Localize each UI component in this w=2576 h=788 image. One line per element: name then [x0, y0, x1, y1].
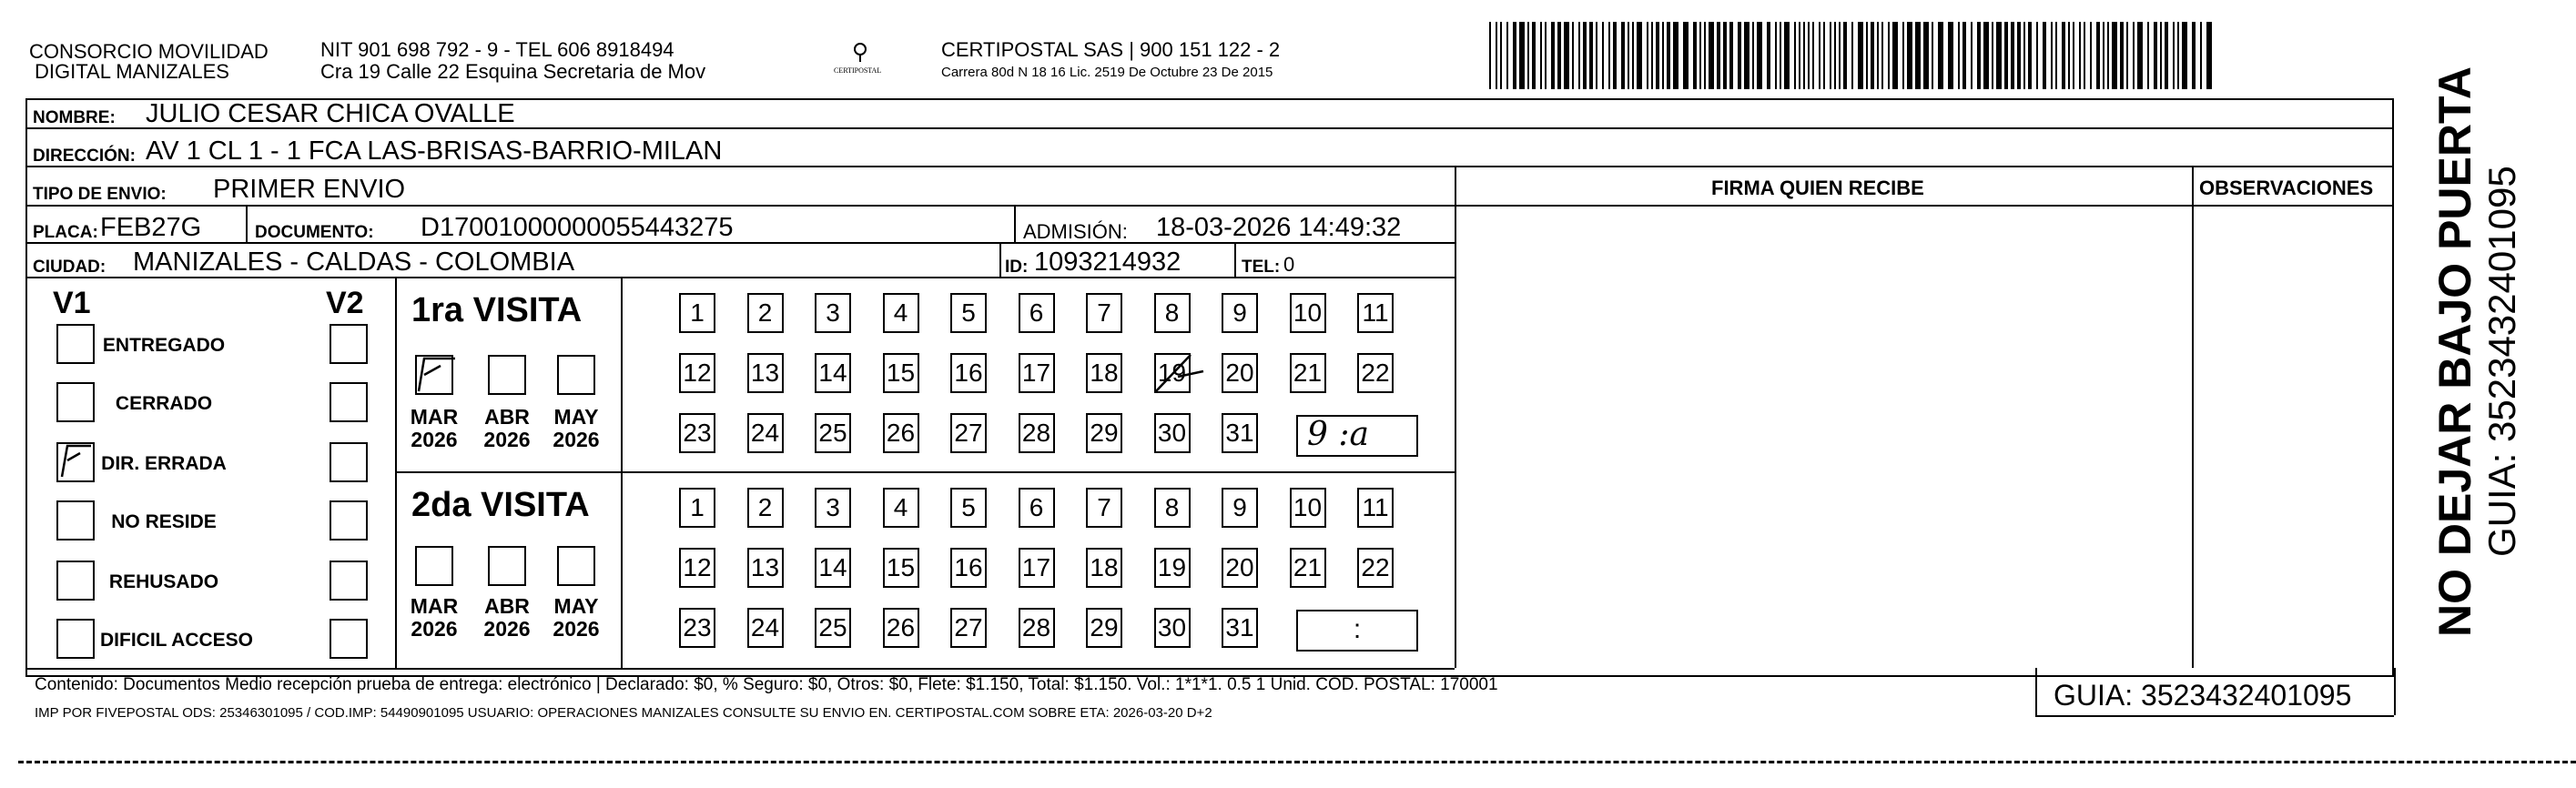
barcode-bar [1767, 22, 1770, 89]
barcode-bar [1932, 22, 1933, 89]
certipostal-name: CERTIPOSTAL SAS | 900 151 122 - 2 [941, 38, 1281, 61]
second-visit-title: 2da VISITA [411, 486, 590, 524]
second-visit-month-name-2: MAY [553, 594, 599, 618]
barcode-bar [1808, 22, 1810, 89]
second-visit-day-12[interactable]: 12 [679, 548, 715, 588]
first-visit-month-checkbox-2[interactable] [557, 355, 595, 395]
barcode-bar [2112, 22, 2117, 89]
barcode-bar [1667, 22, 1670, 89]
first-visit-day-12[interactable]: 12 [679, 353, 715, 393]
barcode-bar [2154, 22, 2157, 89]
company-nit: NIT 901 698 792 - 9 - TEL 606 8918494 [320, 38, 674, 61]
barcode-bar [1506, 22, 1508, 89]
second-visit-month-name-0: MAR [410, 594, 459, 618]
status-label-5: DIFICIL ACCESO [100, 630, 254, 651]
documento-label: DOCUMENTO: [255, 223, 374, 242]
second-visit-day-29[interactable]: 29 [1086, 608, 1122, 648]
barcode-bar [1704, 22, 1706, 89]
barcode-bar [1628, 22, 1629, 89]
second-visit-day-13[interactable]: 13 [747, 548, 784, 588]
barcode-bar [1673, 22, 1678, 89]
ciudad-value: MANIZALES - CALDAS - COLOMBIA [133, 248, 575, 277]
barcode-bar [1843, 22, 1847, 89]
first-visit-time-field[interactable] [1296, 415, 1418, 457]
barcode-bar [2004, 22, 2008, 89]
barcode-bar [1496, 22, 1497, 89]
second-visit-day-10[interactable]: 10 [1290, 488, 1326, 528]
barcode-bar [2079, 22, 2081, 89]
barcode-bar [1738, 22, 1741, 89]
barcode-bar [1962, 22, 1966, 89]
second-visit-day-22[interactable]: 22 [1357, 548, 1394, 588]
barcode-bar [1557, 22, 1561, 89]
barcode-bar [1871, 22, 1874, 89]
second-visit-day-28[interactable]: 28 [1019, 608, 1055, 648]
barcode-bar [1866, 22, 1868, 89]
second-visit-day-11[interactable]: 11 [1357, 488, 1394, 528]
barcode-bar [2062, 22, 2065, 89]
first-visit-day-22[interactable]: 22 [1357, 353, 1394, 393]
first-visit-time-handwritten: 9 :a [1307, 416, 1369, 453]
second-visit-time-field[interactable]: : [1296, 610, 1418, 652]
footer-content: Contenido: Documentos Medio recepción prueba de entrega: electrónico | Declarado: $0, % Seguro: $0, Otros: $0, Flete: $1.150, Total: $1.150. Vol.: 1*1*1. 0.5 1 Unid. COD. POSTAL: 170001 [35, 675, 1498, 694]
id-label: ID: [1005, 258, 1029, 277]
second-visit-month-label-1 [477, 595, 537, 642]
barcode-bar [2182, 22, 2187, 89]
status-label-4: REHUSADO [108, 571, 219, 592]
barcode-bar [2011, 22, 2014, 89]
tipo-envio-label: TIPO DE ENVIO: [33, 185, 167, 204]
first-visit-month-name-0: MAR [410, 405, 459, 429]
barcode-bar [1877, 22, 1879, 89]
barcode-bar [1709, 22, 1714, 89]
barcode-bar [1613, 22, 1617, 89]
first-visit-day-6[interactable]: 6 [1019, 293, 1055, 333]
barcode-bar [1545, 22, 1547, 89]
first-visit-day-23[interactable]: 23 [679, 413, 715, 453]
barcode [1489, 22, 2217, 89]
barcode-bar [1830, 22, 1831, 89]
second-visit-day-5[interactable]: 5 [950, 488, 987, 528]
barcode-bar [1564, 22, 1569, 89]
first-visit-day-25[interactable]: 25 [815, 413, 851, 453]
barcode-bar [1752, 22, 1754, 89]
barcode-bar [1923, 22, 1929, 89]
second-visit-day-17[interactable]: 17 [1019, 548, 1055, 588]
barcode-bar [2028, 22, 2032, 89]
barcode-bar [1551, 22, 1555, 89]
first-visit-day-28[interactable]: 28 [1019, 413, 1055, 453]
first-visit-day-24[interactable]: 24 [747, 413, 784, 453]
barcode-bar [2200, 22, 2202, 89]
second-visit-day-16[interactable]: 16 [950, 548, 987, 588]
first-visit-month-name-1: ABR [484, 405, 530, 429]
placa-label: PLACA: [33, 223, 98, 242]
second-visit-day-14[interactable]: 14 [815, 548, 851, 588]
v1-label: V1 [53, 286, 91, 320]
barcode-bar [2160, 22, 2162, 89]
footer-guia: GUIA: 3523432401095 [2054, 679, 2352, 712]
first-visit-day-3[interactable]: 3 [815, 293, 851, 333]
second-visit-day-24[interactable]: 24 [747, 608, 784, 648]
first-visit-month-year-2: 2026 [553, 428, 600, 452]
first-visit-day-19[interactable]: 19 [1154, 353, 1191, 393]
second-visit-month-year-1: 2026 [483, 617, 531, 642]
first-visit-day-15[interactable]: 15 [883, 353, 919, 393]
second-visit-day-19[interactable]: 19 [1154, 548, 1191, 588]
barcode-bar [2055, 22, 2057, 89]
barcode-bar [2096, 22, 2100, 89]
barcode-bar [1656, 22, 1659, 89]
barcode-bar [1723, 22, 1727, 89]
barcode-bar [2103, 22, 2104, 89]
barcode-bar [1992, 22, 1993, 89]
first-visit-month-year-1: 2026 [483, 428, 531, 452]
second-visit-month-year-0: 2026 [411, 617, 458, 642]
second-visit-month-label-0 [404, 595, 464, 642]
first-visit-month-label-1 [477, 406, 537, 452]
first-visit-day-17[interactable]: 17 [1019, 353, 1055, 393]
barcode-bar [1683, 22, 1689, 89]
first-visit-day-27[interactable]: 27 [950, 413, 987, 453]
barcode-bar [1902, 22, 1904, 89]
second-visit-month-checkbox-0[interactable] [415, 546, 453, 586]
second-visit-day-3[interactable]: 3 [815, 488, 851, 528]
barcode-bar [1907, 22, 1912, 89]
barcode-bar [2036, 22, 2038, 89]
barcode-bar [2177, 22, 2179, 89]
admision-label: ADMISIÓN: [1023, 220, 1128, 243]
barcode-bar [1519, 22, 1525, 89]
v1-checkbox-5[interactable] [56, 619, 95, 659]
barcode-bar [1958, 22, 1960, 89]
id-value: 1093214932 [1034, 248, 1182, 277]
second-visit-month-label-2 [546, 595, 606, 642]
barcode-bar [1699, 22, 1701, 89]
barcode-bar [1775, 22, 1777, 89]
barcode-bar [1938, 22, 1943, 89]
barcode-bar [1799, 22, 1800, 89]
second-visit-day-2[interactable]: 2 [747, 488, 784, 528]
second-visit-month-checkbox-2[interactable] [557, 546, 595, 586]
tel-label: TEL: [1242, 258, 1281, 277]
first-visit-day-10[interactable]: 10 [1290, 293, 1326, 333]
second-visit-day-20[interactable]: 20 [1222, 548, 1258, 588]
barcode-bar [2165, 22, 2168, 89]
admision-value: 18-03-2026 14:49:32 [1156, 213, 1402, 242]
status-label-2: DIR. ERRADA [101, 453, 227, 474]
barcode-bar [1578, 22, 1580, 89]
first-visit-day-11[interactable]: 11 [1357, 293, 1394, 333]
barcode-bar [2147, 22, 2149, 89]
barcode-bar [1527, 22, 1529, 89]
barcode-bar [1647, 22, 1648, 89]
barcode-bar [1977, 22, 1981, 89]
barcode-bar [2133, 22, 2135, 89]
v2-checkbox-1[interactable] [330, 382, 368, 422]
barcode-bar [2107, 22, 2109, 89]
ciudad-label: CIUDAD: [33, 258, 106, 277]
status-label-0: ENTREGADO [102, 335, 226, 356]
first-visit-title: 1ra VISITA [411, 291, 583, 329]
barcode-bar [1532, 22, 1536, 89]
barcode-bar [1583, 22, 1587, 89]
barcode-bar [1757, 22, 1762, 89]
barcode-bar [2137, 22, 2143, 89]
logo-text: CERTIPOSTAL [834, 66, 882, 75]
first-visit-day-5[interactable]: 5 [950, 293, 987, 333]
barcode-bar [1693, 22, 1697, 89]
nombre-value: JULIO CESAR CHICA OVALLE [146, 99, 515, 128]
barcode-bar [1823, 22, 1825, 89]
barcode-bar [1983, 22, 1989, 89]
barcode-bar [1717, 22, 1720, 89]
second-visit-day-4[interactable]: 4 [883, 488, 919, 528]
second-visit-month-year-2: 2026 [553, 617, 600, 642]
placa-value: FEB27G [100, 213, 202, 242]
barcode-bar [1812, 22, 1814, 89]
direccion-value: AV 1 CL 1 - 1 FCA LAS-BRISAS-BARRIO-MILAN [146, 136, 723, 166]
second-visit-day-8[interactable]: 8 [1154, 488, 1191, 528]
barcode-bar [1608, 22, 1610, 89]
barcode-bar [1500, 22, 1502, 89]
second-visit-day-26[interactable]: 26 [883, 608, 919, 648]
first-visit-day-14[interactable]: 14 [815, 353, 851, 393]
barcode-bar [2023, 22, 2025, 89]
v2-checkbox-0[interactable] [330, 324, 368, 364]
barcode-bar [1513, 22, 1516, 89]
barcode-bar [2051, 22, 2053, 89]
company-address: Cra 19 Calle 22 Esquina Secretaria de Mov [320, 60, 706, 83]
barcode-bar [1888, 22, 1890, 89]
v2-checkbox-3[interactable] [330, 500, 368, 540]
second-visit-month-name-1: ABR [484, 594, 530, 618]
v2-label: V2 [326, 286, 364, 320]
first-visit-day-7[interactable]: 7 [1086, 293, 1122, 333]
barcode-bar [1819, 22, 1820, 89]
first-visit-month-name-2: MAY [553, 405, 599, 429]
documento-value: D17001000000055443275 [421, 213, 734, 242]
barcode-bar [1572, 22, 1574, 89]
barcode-bar [2206, 22, 2212, 89]
observaciones-label: OBSERVACIONES [2199, 177, 2374, 199]
v2-checkbox-2[interactable] [330, 442, 368, 482]
barcode-bar [2126, 22, 2128, 89]
certipostal-logo [828, 40, 892, 76]
barcode-bar [1839, 22, 1841, 89]
barcode-bar [1589, 22, 1593, 89]
status-label-1: CERRADO [115, 393, 213, 414]
second-visit-day-15[interactable]: 15 [883, 548, 919, 588]
tipo-envio-value: PRIMER ENVIO [213, 175, 406, 204]
first-visit-month-checkbox-1[interactable] [488, 355, 526, 395]
first-visit-day-16[interactable]: 16 [950, 353, 987, 393]
barcode-bar [1632, 22, 1634, 89]
barcode-bar [1729, 22, 1733, 89]
barcode-bar [2192, 22, 2196, 89]
barcode-bar [1602, 22, 1604, 89]
first-visit-day-8[interactable]: 8 [1154, 293, 1191, 333]
first-visit-day-21[interactable]: 21 [1290, 353, 1326, 393]
first-visit-day-26[interactable]: 26 [883, 413, 919, 453]
barcode-bar [1651, 22, 1653, 89]
barcode-bar [2084, 22, 2085, 89]
barcode-bar [1971, 22, 1973, 89]
barcode-bar [1858, 22, 1863, 89]
barcode-bar [1948, 22, 1953, 89]
second-visit-day-27[interactable]: 27 [950, 608, 987, 648]
side-warning: NO DEJAR BAJO PUERTA [2429, 66, 2480, 637]
first-visit-day-18[interactable]: 18 [1086, 353, 1122, 393]
company-name-line2: DIGITAL MANIZALES [35, 60, 229, 83]
barcode-bar [2173, 22, 2175, 89]
barcode-bar [1596, 22, 1597, 89]
first-visit-day-2[interactable]: 2 [747, 293, 784, 333]
second-visit-day-31[interactable]: 31 [1222, 608, 1258, 648]
status-label-3: NO RESIDE [111, 511, 217, 532]
barcode-bar [1780, 22, 1781, 89]
second-visit-day-25[interactable]: 25 [815, 608, 851, 648]
second-visit-day-6[interactable]: 6 [1019, 488, 1055, 528]
second-visit-day-18[interactable]: 18 [1086, 548, 1122, 588]
barcode-bar [1784, 22, 1790, 89]
second-visit-day-9[interactable]: 9 [1222, 488, 1258, 528]
barcode-bar [1834, 22, 1836, 89]
company-name-line1: CONSORCIO MOVILIDAD [29, 40, 269, 63]
barcode-bar [2017, 22, 2021, 89]
second-visit-day-7[interactable]: 7 [1086, 488, 1122, 528]
barcode-bar [1540, 22, 1542, 89]
footer-print-info: IMP POR FIVEPOSTAL ODS: 25346301095 / COD.IMP: 54490901095 USUARIO: OPERACIONES MANIZALES CONSULTE SU ENVIO EN. CERTIPOSTAL.COM SOBRE ETA: 2026-03-20 D+2 [35, 705, 1212, 721]
first-visit-day-30[interactable]: 30 [1154, 413, 1191, 453]
barcode-bar [2073, 22, 2074, 89]
barcode-bar [2120, 22, 2124, 89]
v2-checkbox-4[interactable] [330, 561, 368, 601]
second-visit-day-23[interactable]: 23 [679, 608, 715, 648]
first-visit-day-29[interactable]: 29 [1086, 413, 1122, 453]
barcode-bar [1892, 22, 1898, 89]
direccion-label: DIRECCIÓN: [33, 146, 136, 166]
second-visit-month-checkbox-1[interactable] [488, 546, 526, 586]
barcode-bar [1794, 22, 1796, 89]
barcode-bar [2043, 22, 2046, 89]
barcode-bar [1662, 22, 1664, 89]
first-visit-month-checkbox-0[interactable] [415, 355, 453, 395]
barcode-bar [1489, 22, 1491, 89]
barcode-bar [2068, 22, 2070, 89]
second-visit-day-1[interactable]: 1 [679, 488, 715, 528]
first-visit-day-4[interactable]: 4 [883, 293, 919, 333]
first-visit-day-13[interactable]: 13 [747, 353, 784, 393]
barcode-bar [1803, 22, 1805, 89]
barcode-bar [1637, 22, 1642, 89]
certipostal-address: Carrera 80d N 18 16 Lic. 2519 De Octubre 23 De 2015 [941, 65, 1273, 80]
barcode-bar [1621, 22, 1625, 89]
first-visit-day-31[interactable]: 31 [1222, 413, 1258, 453]
barcode-bar [2090, 22, 2092, 89]
barcode-bar [1915, 22, 1921, 89]
nombre-label: NOMBRE: [33, 108, 116, 127]
barcode-bar [1744, 22, 1749, 89]
first-visit-month-label-2 [546, 406, 606, 452]
v2-checkbox-5[interactable] [330, 619, 368, 659]
barcode-bar [1851, 22, 1853, 89]
first-visit-day-20[interactable]: 20 [1222, 353, 1258, 393]
firma-label: FIRMA QUIEN RECIBE [1711, 177, 1924, 199]
side-guia: GUIA: 3523432401095 [2480, 166, 2523, 557]
second-visit-day-30[interactable]: 30 [1154, 608, 1191, 648]
first-visit-day-9[interactable]: 9 [1222, 293, 1258, 333]
second-visit-day-21[interactable]: 21 [1290, 548, 1326, 588]
barcode-bar [1881, 22, 1883, 89]
tel-value: 0 [1283, 253, 1295, 276]
first-visit-day-1[interactable]: 1 [679, 293, 715, 333]
first-visit-day-mark [1151, 349, 1205, 403]
barcode-bar [1996, 22, 2002, 89]
first-visit-month-label-0 [404, 406, 464, 452]
first-visit-month-year-0: 2026 [411, 428, 458, 452]
